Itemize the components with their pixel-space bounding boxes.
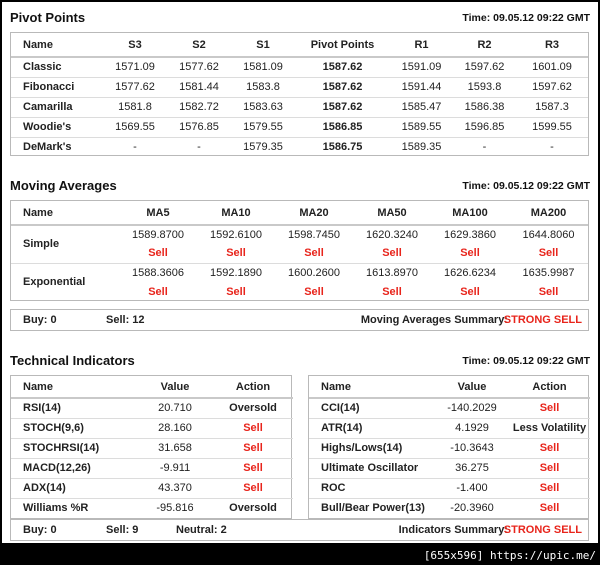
- indicator-value: -20.3960: [450, 502, 494, 515]
- pivot-cell: -: [133, 141, 137, 154]
- indicator-name: ROC: [309, 478, 435, 498]
- pivot-cell: 1586.75: [322, 141, 363, 154]
- ma-value: 1592.1890: [210, 266, 262, 279]
- indicator-value: 28.160: [137, 418, 213, 438]
- table-row: [11, 438, 293, 458]
- ti-summary-sell: Sell: 9: [106, 524, 139, 536]
- pivot-cell: 1593.8: [453, 77, 516, 97]
- pivot-table-box: [10, 32, 589, 156]
- table-row: [11, 478, 293, 498]
- indicator-name: Bull/Bear Power(13): [321, 502, 425, 515]
- pivot-header-row: [11, 33, 588, 57]
- ma-summary-value: STRONG SELL: [503, 314, 582, 326]
- table-row: [309, 478, 590, 498]
- pivot-title: Pivot Points: [10, 10, 86, 25]
- pivot-cell: 1583.63: [231, 97, 295, 117]
- ti-col-name: Name: [309, 376, 435, 398]
- table-row: [11, 458, 293, 478]
- pivot-col-r2: R2: [453, 33, 516, 57]
- pivot-cell: -: [482, 141, 487, 154]
- ma-signal: Sell: [119, 244, 197, 263]
- pivot-cell: 1597.62: [516, 77, 588, 97]
- ma-value: 1644.8060: [522, 229, 575, 241]
- ma-value: 1592.6100: [210, 229, 262, 241]
- ma-exponential-label: Exponential: [23, 276, 86, 289]
- ma-signal: Sell: [431, 244, 509, 263]
- indicator-name: CCI(14): [309, 398, 435, 418]
- ma-header: [10, 175, 590, 195]
- pivot-cell: 1577.62: [167, 57, 231, 77]
- ma-signal: Sell: [275, 244, 353, 263]
- ti-left-table: [11, 376, 293, 518]
- indicator-value: 31.658: [137, 438, 213, 458]
- indicator-value: -1.400: [435, 478, 509, 498]
- ti-header: [10, 350, 590, 370]
- indicator-action: Sell: [509, 438, 590, 458]
- indicator-name: MACD(12,26): [11, 458, 137, 478]
- table-row: [11, 418, 293, 438]
- pivot-cell: 1582.72: [167, 97, 231, 117]
- indicator-name: ATR(14): [309, 418, 435, 438]
- pivot-cell: 1587.62: [295, 77, 390, 97]
- ti-col-value: Value: [435, 376, 509, 398]
- ma-col-ma5: MA5: [119, 201, 197, 225]
- indicator-name: Ultimate Oscillator: [309, 458, 435, 478]
- pivot-col-pivot: Pivot Points: [295, 33, 390, 57]
- indicator-action: Less Volatility: [509, 418, 590, 438]
- ma-value: 1635.9987: [522, 266, 575, 279]
- pivot-cell: 1589.35: [401, 141, 442, 154]
- indicator-value: 4.1929: [435, 418, 509, 438]
- indicator-value: 43.370: [137, 478, 213, 498]
- ti-summary-value: STRONG SELL: [503, 524, 582, 536]
- pivot-cell: 1596.85: [453, 117, 516, 137]
- indicator-action: Sell: [213, 458, 293, 478]
- pivot-col-r3: R3: [516, 33, 588, 57]
- indicator-value: -140.2029: [435, 398, 509, 418]
- ti-col-name: Name: [11, 376, 137, 398]
- table-row: [11, 77, 588, 97]
- table-row: [11, 137, 588, 157]
- ma-col-ma200: MA200: [509, 201, 588, 225]
- ti-summary-label: Indicators Summary:: [398, 524, 508, 536]
- pivot-cell: 1579.55: [231, 117, 295, 137]
- pivot-cell: 1577.62: [103, 77, 167, 97]
- ma-simple-label: Simple: [11, 225, 119, 263]
- ma-signal: Sell: [460, 285, 480, 298]
- ma-header-row: [11, 201, 588, 225]
- ma-signal: Sell: [226, 285, 246, 298]
- pivot-cell: 1576.85: [167, 117, 231, 137]
- table-row: [11, 97, 588, 117]
- table-row: [309, 398, 590, 418]
- ma-col-ma20: MA20: [275, 201, 353, 225]
- pivot-cell: 1587.62: [295, 57, 390, 77]
- ma-signal: Sell: [353, 244, 431, 263]
- ma-value: 1600.2600: [288, 266, 340, 279]
- pivot-cell: 1586.38: [453, 97, 516, 117]
- pivot-col-r1: R1: [390, 33, 453, 57]
- indicator-action: Oversold: [229, 502, 277, 515]
- technical-summary-panel: [2, 2, 598, 543]
- ma-summary-sell: Sell: 12: [106, 314, 145, 326]
- pivot-cell: 1599.55: [516, 117, 588, 137]
- indicator-action: Sell: [213, 418, 293, 438]
- pivot-cell: 1581.8: [103, 97, 167, 117]
- pivot-row-name: Woodie's: [11, 117, 103, 137]
- pivot-cell: 1583.8: [231, 77, 295, 97]
- pivot-col-s3: S3: [103, 33, 167, 57]
- pivot-cell: 1601.09: [516, 57, 588, 77]
- pivot-cell: 1581.09: [231, 57, 295, 77]
- ti-right-box: [308, 375, 589, 519]
- ma-table: [11, 201, 588, 301]
- ma-col-ma10: MA10: [197, 201, 275, 225]
- pivot-time: Time: 09.05.12 09:22 GMT: [462, 12, 590, 24]
- pivot-cell: -: [550, 141, 554, 154]
- pivot-row-name: DeMark's: [23, 141, 72, 154]
- ma-value: 1588.3606: [132, 266, 184, 279]
- pivot-cell: 1585.47: [390, 97, 453, 117]
- watermark-text: [655x596] https://upic.me/: [423, 549, 596, 562]
- indicator-name: Highs/Lows(14): [309, 438, 435, 458]
- ti-time: Time: 09.05.12 09:22 GMT: [462, 355, 590, 367]
- pivot-cell: -: [197, 141, 201, 154]
- ti-title: Technical Indicators: [10, 353, 135, 368]
- indicator-action: Sell: [509, 478, 590, 498]
- indicator-action: Sell: [213, 478, 293, 498]
- indicator-value: -10.3643: [435, 438, 509, 458]
- indicator-name: STOCH(9,6): [11, 418, 137, 438]
- ma-col-ma100: MA100: [431, 201, 509, 225]
- pivot-cell: 1587.62: [295, 97, 390, 117]
- table-row: [309, 458, 590, 478]
- table-row: [11, 117, 588, 137]
- ma-signal: Sell: [538, 285, 559, 298]
- table-row: [11, 398, 293, 418]
- indicator-value: -9.911: [137, 458, 213, 478]
- indicator-action: Sell: [509, 398, 590, 418]
- pivot-table: [11, 33, 588, 157]
- pivot-cell: 1579.35: [243, 141, 283, 154]
- ma-value: 1598.7450: [288, 229, 340, 241]
- indicator-action: Sell: [213, 438, 293, 458]
- ti-right-table: [309, 376, 590, 518]
- indicator-value: 36.275: [435, 458, 509, 478]
- indicator-name: STOCHRSI(14): [11, 438, 137, 458]
- ti-right-header-row: [309, 376, 590, 398]
- pivot-col-name: Name: [11, 33, 103, 57]
- pivot-row-name: Classic: [11, 57, 103, 77]
- indicator-value: -95.816: [156, 502, 194, 515]
- table-row: [11, 225, 588, 244]
- indicator-action: Oversold: [213, 398, 293, 418]
- pivot-row-name: Camarilla: [11, 97, 103, 117]
- table-row: [11, 263, 588, 282]
- ma-signal: Sell: [509, 244, 588, 263]
- pivot-cell: 1591.09: [390, 57, 453, 77]
- indicator-action: Sell: [539, 502, 560, 515]
- table-row: [11, 498, 293, 518]
- ma-summary-label: Moving Averages Summary:: [360, 314, 508, 326]
- pivot-header: [10, 7, 590, 27]
- ti-col-action: Action: [509, 376, 590, 398]
- ma-summary-bar: [10, 309, 589, 331]
- ti-summary-neutral: Neutral: 2: [176, 524, 227, 536]
- ti-summary-bar: [10, 519, 589, 541]
- ma-value: 1626.6234: [444, 266, 496, 279]
- ma-time: Time: 09.05.12 09:22 GMT: [462, 180, 590, 192]
- pivot-cell: 1589.55: [390, 117, 453, 137]
- ma-summary-buy: Buy: 0: [23, 314, 57, 326]
- ma-value: 1620.3240: [366, 229, 418, 241]
- pivot-cell: 1571.09: [103, 57, 167, 77]
- pivot-cell: 1597.62: [453, 57, 516, 77]
- pivot-col-s2: S2: [167, 33, 231, 57]
- indicator-name: Williams %R: [23, 502, 89, 515]
- ma-signal: Sell: [197, 244, 275, 263]
- pivot-row-name: Fibonacci: [11, 77, 103, 97]
- indicator-action: Sell: [509, 458, 590, 478]
- indicator-name: ADX(14): [11, 478, 137, 498]
- pivot-cell: 1569.55: [103, 117, 167, 137]
- table-row: [309, 438, 590, 458]
- table-row: [309, 418, 590, 438]
- ti-col-action: Action: [213, 376, 293, 398]
- table-row: [11, 57, 588, 77]
- pivot-cell: 1581.44: [167, 77, 231, 97]
- indicator-name: RSI(14): [11, 398, 137, 418]
- indicator-value: 20.710: [137, 398, 213, 418]
- pivot-col-s1: S1: [231, 33, 295, 57]
- ma-table-box: [10, 200, 589, 301]
- ma-col-ma50: MA50: [353, 201, 431, 225]
- ti-left-header-row: [11, 376, 293, 398]
- ma-signal: Sell: [304, 285, 324, 298]
- ma-signal: Sell: [382, 285, 402, 298]
- ma-value: 1629.3860: [444, 229, 496, 241]
- ti-summary-buy: Buy: 0: [23, 524, 57, 536]
- ti-col-value: Value: [137, 376, 213, 398]
- pivot-cell: 1586.85: [295, 117, 390, 137]
- ma-value: 1589.8700: [132, 229, 184, 241]
- ma-title: Moving Averages: [10, 178, 117, 193]
- ma-value: 1613.8970: [366, 266, 418, 279]
- ti-left-box: [10, 375, 292, 519]
- ma-signal: Sell: [148, 285, 168, 298]
- table-row: [309, 498, 590, 518]
- pivot-cell: 1587.3: [516, 97, 588, 117]
- pivot-cell: 1591.44: [390, 77, 453, 97]
- ma-col-name: Name: [11, 201, 119, 225]
